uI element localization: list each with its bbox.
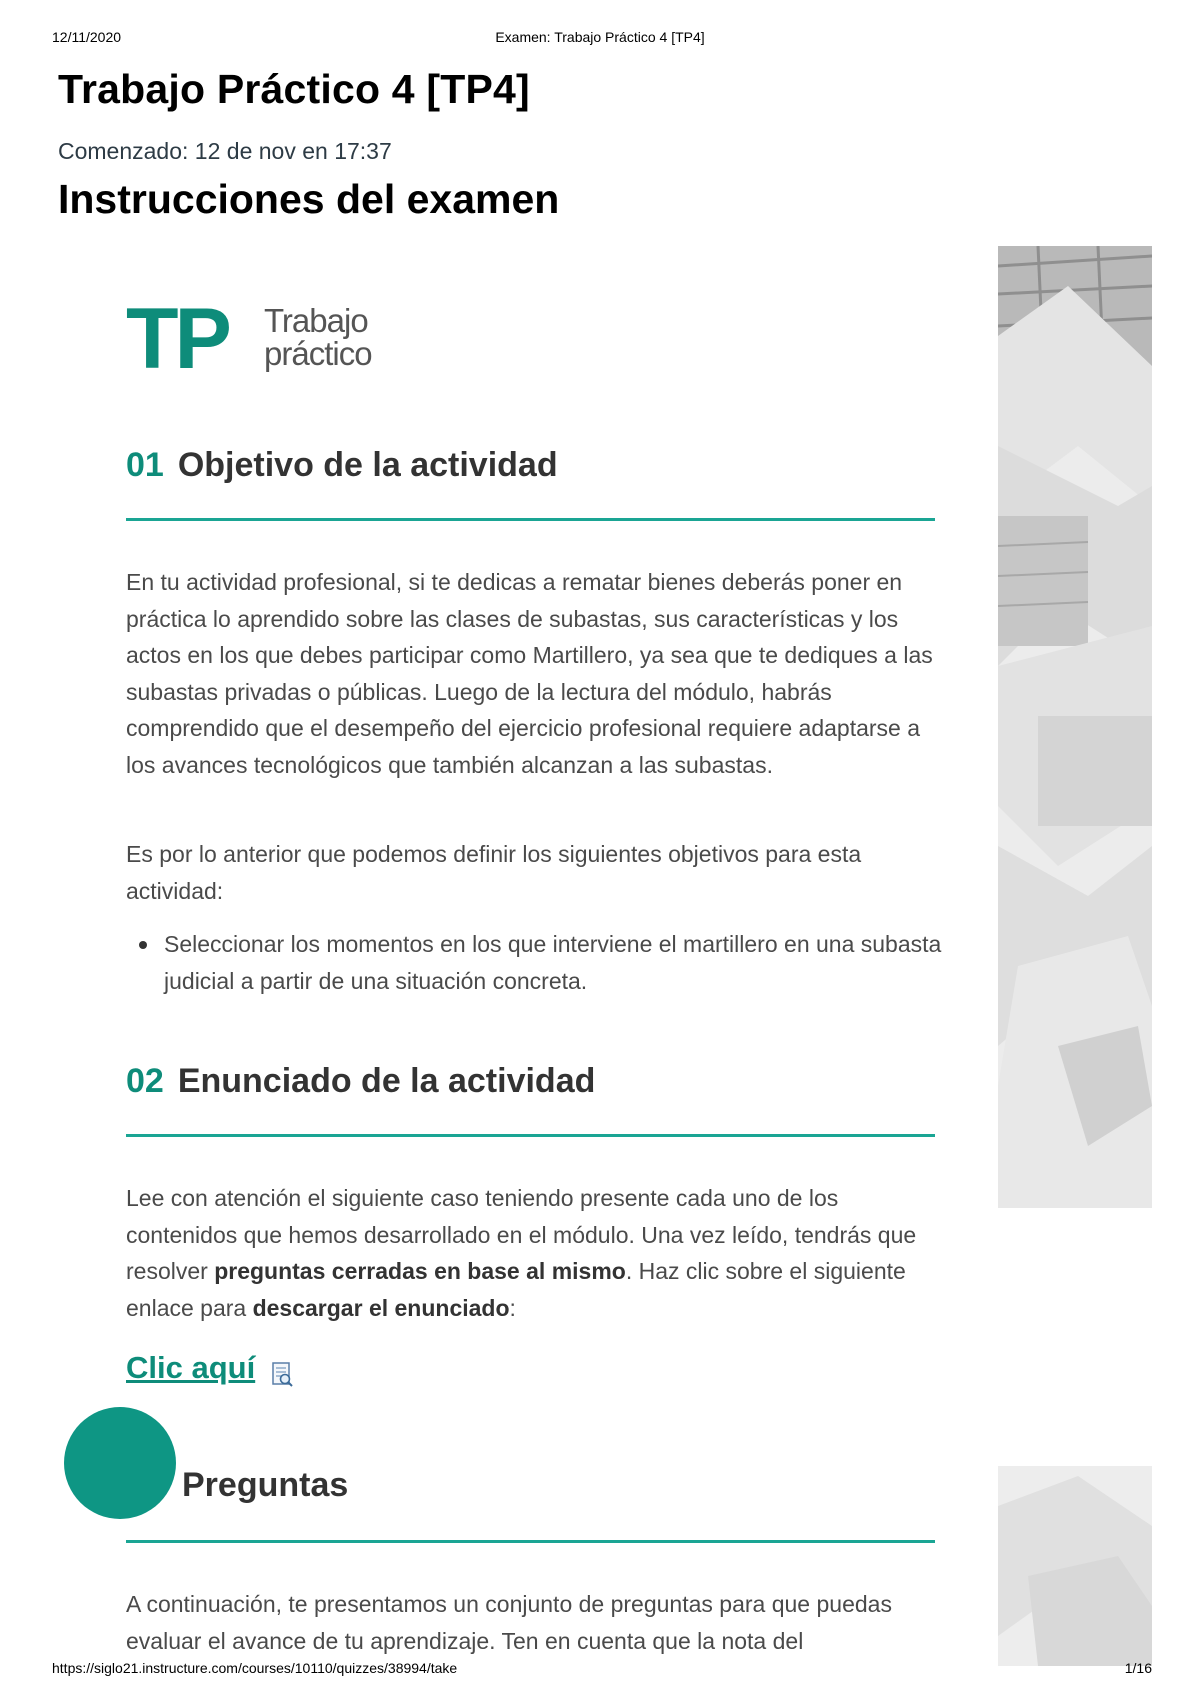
- section-divider: [126, 1540, 935, 1543]
- objectives-list: [126, 926, 946, 999]
- print-footer: [0, 1660, 1200, 1680]
- objective-paragraph: En tu actividad profesional, si te dedicas a rematar bienes deberás poner en práctica lo aprendido sobre las clases de subastas, sus características y los actos en los que debes participar como Martillero, ya sea que te dediques a las subastas privadas o públicas. Luego de la lectura del módulo, habrás comprendido que el desempeño del ejercicio profesional requiere adaptarse a los avances tecnológicos que también alcanzan a las subastas.: [126, 569, 933, 778]
- tp-logo-word-2: práctico: [264, 335, 372, 372]
- section-title: Enunciado de la actividad: [177, 1062, 596, 1100]
- started-timestamp: Comenzado: 12 de nov en 17:37: [58, 138, 392, 164]
- tp-logo-letters: TP: [126, 291, 228, 387]
- objectives-intro-paragraph: Es por lo anterior que podemos definir los siguientes objetivos para esta actividad:: [126, 841, 862, 904]
- questions-intro-paragraph: A continuación, te presentamos un conjunto de preguntas para que puedas evaluar el avance de tu aprendizaje. Ten en cuenta que la nota del: [126, 1591, 892, 1654]
- print-date: 12/11/2020: [52, 29, 122, 45]
- instructions-heading: Instrucciones del examen: [58, 176, 560, 222]
- section-number: 02: [126, 1062, 164, 1100]
- section-objective-heading: [126, 446, 558, 485]
- print-url: https://siglo21.instructure.com/courses/10110/quizzes/38994/take: [52, 1660, 458, 1676]
- statement-text: :: [509, 1294, 516, 1321]
- tp-logo-words: [264, 304, 372, 370]
- section-statement-heading: [126, 1062, 595, 1101]
- section-divider: [126, 518, 935, 521]
- statement-bold-text: preguntas cerradas en base al mismo: [214, 1258, 626, 1284]
- section-questions-heading: [182, 1466, 348, 1505]
- print-page-number: 1/16: [1124, 1660, 1152, 1676]
- statement-text: . Haz clic sobre el siguiente enlace para: [126, 1258, 906, 1321]
- section-title: Objetivo de la actividad: [177, 446, 558, 484]
- decorative-side-image: [998, 246, 1152, 1208]
- section-badge-circle: [64, 1407, 176, 1519]
- decorative-side-image: [998, 1466, 1152, 1666]
- statement-bold-text: descargar el enunciado: [252, 1294, 510, 1321]
- statement-paragraph: [126, 1180, 946, 1326]
- print-header: [0, 29, 1200, 49]
- list-item: Seleccionar los momentos en los que interviene el martillero en una subasta judicial a partir de una situación concreta.: [126, 926, 946, 999]
- document-preview-icon[interactable]: [270, 1362, 294, 1388]
- quiz-title: Trabajo Práctico 4 [TP4]: [58, 66, 530, 112]
- statement-text: Lee con atención el siguiente caso teniendo presente cada uno de los contenidos que hemos desarrollado en el módulo. Una vez leído, tendrás que resolver: [126, 1185, 917, 1284]
- section-number: 01: [126, 446, 164, 484]
- print-page-title: Examen: Trabajo Práctico 4 [TP4]: [495, 29, 705, 45]
- download-statement-link[interactable]: Clic aquí: [126, 1350, 256, 1385]
- section-divider: [126, 1134, 935, 1137]
- tp-logo-word-1: Trabajo: [264, 302, 368, 339]
- section-title: Preguntas: [182, 1466, 349, 1504]
